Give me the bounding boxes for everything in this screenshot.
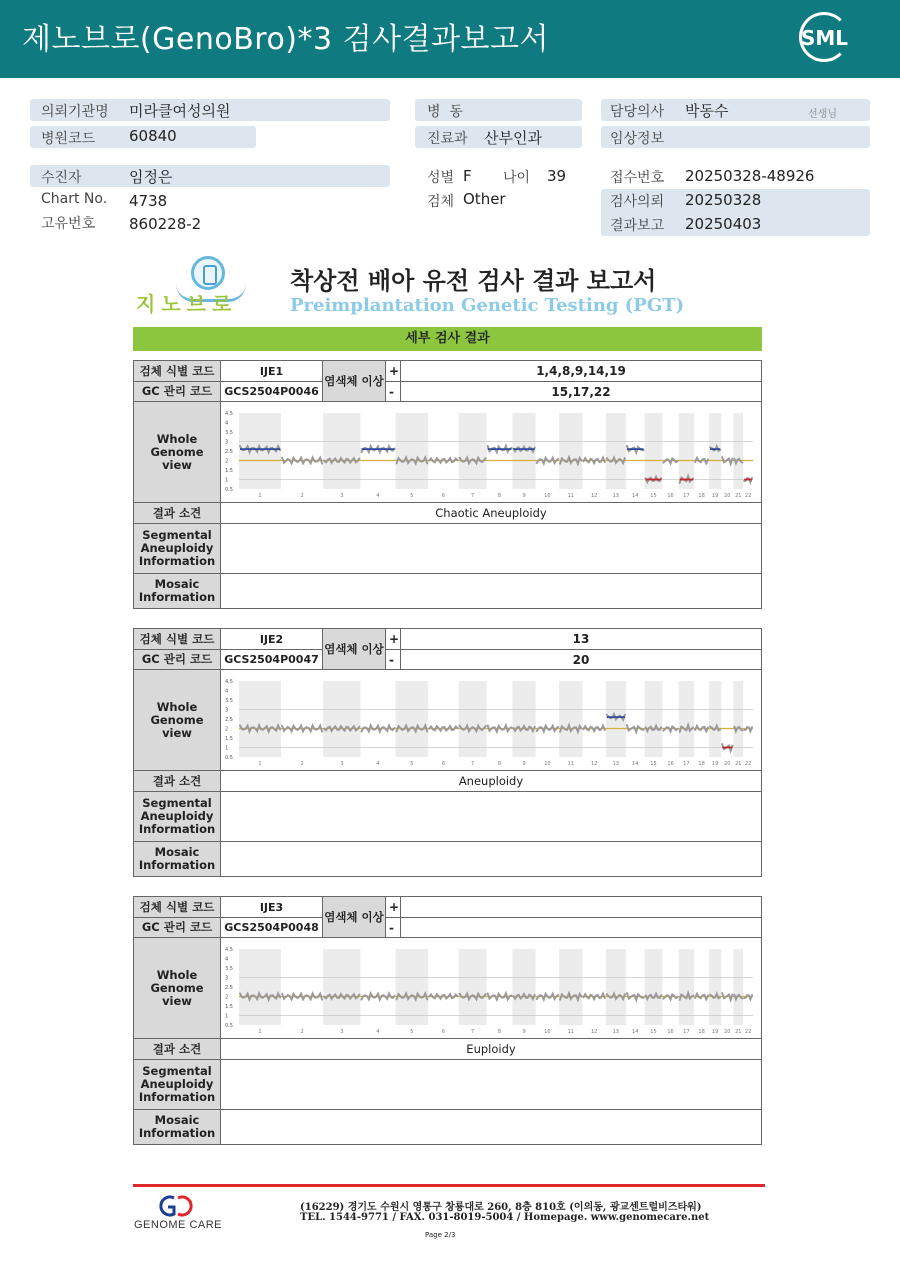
segmental-text: Segmental Aneuploidy Information	[138, 1064, 216, 1104]
mosaic-text: Mosaic Information	[138, 577, 216, 604]
result-finding-value: Aneuploidy	[221, 771, 762, 792]
chromosome-label: 9	[522, 1028, 526, 1035]
chromosome-label: 21	[735, 492, 742, 499]
chromosome-label: 4	[376, 492, 380, 499]
y-tick-label: 1	[225, 1013, 229, 1019]
chromosome-label: 6	[441, 760, 446, 767]
chromosome-label: 19	[711, 1028, 719, 1035]
whole-genome-text: Whole Genome view	[150, 967, 204, 1008]
sample-block	[133, 628, 762, 877]
unique-no-value: 860228-2	[129, 215, 202, 233]
whole-genome-text: Whole Genome view	[150, 699, 204, 740]
result-finding-value: Chaotic Aneuploidy	[221, 503, 762, 524]
clinical-label: 임상정보	[610, 131, 665, 147]
chromosome-label: 20	[724, 492, 731, 499]
chromosome-label: 7	[471, 760, 475, 767]
segmental-text: Segmental Aneuploidy Information	[138, 528, 216, 568]
chromosome-band	[559, 681, 582, 757]
whole-genome-label	[134, 938, 221, 1039]
gain-sign: +	[386, 361, 401, 382]
chromosome-label: 10	[544, 492, 551, 499]
segmental-text: Segmental Aneuploidy Information	[138, 796, 216, 836]
unique-no-label: 고유번호	[41, 216, 96, 232]
loss-chromosomes: 15,17,22	[401, 382, 762, 402]
genome-care-logo	[134, 1195, 224, 1235]
whole-genome-plot	[221, 671, 761, 770]
chromosome-label: 9	[522, 492, 526, 499]
segmental-value	[221, 792, 762, 842]
chromosome-band	[559, 413, 582, 489]
chromosome-band	[459, 413, 487, 489]
chromosome-label: 1	[258, 760, 262, 767]
report-date-label: 결과보고	[610, 218, 665, 234]
chromosome-label: 18	[698, 1028, 705, 1035]
whole-genome-text: Whole Genome view	[150, 431, 204, 472]
y-tick-label: 3.5	[225, 697, 233, 704]
chromosome-label: 22	[744, 492, 752, 499]
y-tick-label: 2	[225, 458, 229, 464]
chromosome-label: 2	[300, 1028, 304, 1035]
chromosome-label: 14	[632, 492, 639, 499]
y-tick-label: 4.5	[225, 410, 233, 417]
chromosome-band	[645, 413, 663, 489]
chromosome-label: 15	[650, 760, 657, 767]
chromosome-band	[709, 681, 721, 757]
sml-logo-text: SML	[801, 26, 849, 50]
age-label: 나이	[503, 170, 531, 186]
gain-chromosomes: 13	[401, 629, 762, 650]
chromosome-label: 4	[376, 760, 380, 767]
chromosome-label: 10	[544, 760, 551, 767]
sex-value: F	[463, 167, 472, 185]
y-tick-label: 2	[225, 726, 229, 732]
report-subtitle: Preimplantation Genetic Testing (PGT)	[290, 295, 685, 316]
chromosome-label: 13	[612, 760, 620, 767]
chromosome-label: 19	[711, 760, 719, 767]
chromosome-label: 12	[590, 1028, 598, 1035]
dept-label: 진료과	[427, 131, 468, 147]
result-finding-label: 결과 소견	[134, 503, 221, 524]
gc-code-value: GCS2504P0046	[221, 382, 323, 402]
y-tick-label: 1.5	[225, 735, 233, 742]
chromosome-label: 2	[300, 492, 304, 499]
chromosome-label: 8	[497, 760, 502, 767]
gc-code-label: GC 관리 코드	[134, 918, 221, 938]
chromosome-band	[733, 413, 743, 489]
gain-chromosomes	[401, 897, 762, 918]
chromosome-band	[606, 949, 626, 1025]
sample-table	[133, 628, 762, 877]
sample-table	[133, 896, 762, 1145]
result-finding-value: Euploidy	[221, 1039, 762, 1060]
whole-genome-plot-cell	[221, 670, 762, 771]
y-tick-label: 1.5	[225, 1003, 233, 1010]
segmental-label	[134, 792, 221, 842]
chromosome-label: 16	[667, 1028, 674, 1035]
chromosome-label: 14	[632, 760, 639, 767]
y-tick-label: 2.5	[225, 984, 233, 991]
chromosome-label: 12	[590, 492, 598, 499]
chromosome-label: 13	[612, 492, 620, 499]
genobro-logo	[136, 256, 246, 316]
loss-sign: -	[386, 382, 401, 402]
mosaic-value	[221, 1110, 762, 1145]
age-value: 39	[547, 167, 567, 185]
loss-chromosomes	[401, 918, 762, 938]
gc-code-label: GC 관리 코드	[134, 650, 221, 670]
chromosome-label: 21	[735, 760, 742, 767]
chromosome-label: 22	[744, 760, 752, 767]
request-value: 20250328	[685, 191, 762, 209]
chromosome-band	[679, 681, 694, 757]
chromosome-label: 6	[441, 1028, 446, 1035]
whole-genome-plot	[221, 403, 761, 502]
abnormality-label: 염색체 이상	[323, 897, 386, 938]
doctor-value: 박동수	[685, 102, 729, 120]
page-title: 제노브로(GenoBro)*3 검사결과보고서	[22, 22, 549, 57]
y-tick-label: 3	[225, 439, 229, 445]
whole-genome-plot	[221, 939, 761, 1038]
chromosome-label: 3	[340, 1028, 344, 1035]
chromosome-label: 11	[567, 492, 574, 499]
chromosome-label: 16	[667, 760, 674, 767]
specimen-label: 검체	[427, 194, 455, 210]
segmental-value	[221, 524, 762, 574]
chromosome-label: 21	[735, 1028, 742, 1035]
loss-sign: -	[386, 918, 401, 938]
chromosome-label: 17	[683, 1028, 690, 1035]
abnormality-label: 염색체 이상	[323, 629, 386, 670]
chromosome-band	[606, 413, 626, 489]
genobro-logo-text: 지노브로	[136, 292, 238, 316]
page-number: Page 2/3	[425, 1231, 456, 1239]
chromosome-label: 3	[340, 492, 344, 499]
segmental-label	[134, 1060, 221, 1110]
header-bar	[0, 0, 900, 78]
gc-code-label: GC 관리 코드	[134, 382, 221, 402]
y-tick-label: 1.5	[225, 467, 233, 474]
chromosome-label: 1	[258, 492, 262, 499]
chromosome-label: 5	[410, 492, 414, 499]
chromosome-label: 18	[698, 760, 705, 767]
sample-block	[133, 360, 762, 609]
chromosome-band	[239, 949, 281, 1025]
gain-sign: +	[386, 897, 401, 918]
chromosome-label: 13	[612, 1028, 620, 1035]
genome-care-name: GENOME CARE	[134, 1219, 223, 1231]
chromosome-label: 3	[340, 760, 344, 767]
mosaic-label	[134, 1110, 221, 1145]
specimen-value: Other	[463, 190, 506, 208]
chromosome-band	[239, 681, 281, 757]
mosaic-label	[134, 574, 221, 609]
sex-label: 성별	[427, 170, 455, 186]
ward-label: 병 동	[427, 104, 463, 120]
footer-divider	[133, 1184, 765, 1187]
request-label: 검사의뢰	[610, 194, 665, 210]
chromosome-label: 20	[724, 1028, 731, 1035]
y-tick-label: 3.5	[225, 429, 233, 436]
whole-genome-label	[134, 670, 221, 771]
segmental-value	[221, 1060, 762, 1110]
chromosome-band	[645, 681, 663, 757]
chromosome-label: 5	[410, 760, 414, 767]
chromosome-label: 8	[497, 1028, 502, 1035]
gain-sign: +	[386, 629, 401, 650]
abnormality-label: 염색체 이상	[323, 361, 386, 402]
chromosome-label: 2	[300, 760, 304, 767]
y-tick-label: 1	[225, 745, 229, 751]
institution-label: 의뢰기관명	[41, 104, 109, 120]
result-finding-label: 결과 소견	[134, 1039, 221, 1060]
mosaic-text: Mosaic Information	[138, 1113, 216, 1140]
chromosome-band	[396, 413, 429, 489]
hospital-code-value: 60840	[129, 127, 177, 145]
chromosome-band	[559, 949, 582, 1025]
chromosome-band	[645, 949, 663, 1025]
chromosome-label: 19	[711, 492, 719, 499]
loss-sign: -	[386, 650, 401, 670]
sample-id-label: 검체 식별 코드	[134, 897, 221, 918]
receipt-label: 접수번호	[610, 170, 665, 186]
patient-row	[30, 165, 390, 187]
chromosome-label: 9	[522, 760, 526, 767]
receipt-value: 20250328-48926	[685, 167, 815, 185]
chart-no-label: Chart No.	[41, 191, 108, 207]
footer-address: (16229) 경기도 수원시 영통구 창룡대로 260, 8층 810호 (이의동, 광교센트럴비즈타워)	[300, 1202, 702, 1213]
chromosome-band	[733, 949, 743, 1025]
y-tick-label: 4	[225, 420, 229, 426]
chromosome-label: 17	[683, 492, 690, 499]
y-tick-label: 3	[225, 707, 229, 713]
chromosome-label: 12	[590, 760, 598, 767]
loss-chromosomes: 20	[401, 650, 762, 670]
chromosome-band	[709, 949, 721, 1025]
chromosome-band	[323, 413, 360, 489]
chromosome-label: 17	[683, 760, 690, 767]
chromosome-band	[323, 949, 360, 1025]
chromosome-label: 4	[376, 1028, 380, 1035]
y-tick-label: 3.5	[225, 965, 233, 972]
y-tick-label: 0.5	[225, 754, 233, 761]
chromosome-label: 15	[650, 1028, 657, 1035]
hospital-code-label: 병원코드	[41, 131, 96, 147]
chromosome-band	[512, 681, 535, 757]
y-tick-label: 4.5	[225, 678, 233, 685]
y-tick-label: 2	[225, 994, 229, 1000]
chromosome-band	[323, 681, 360, 757]
mosaic-value	[221, 842, 762, 877]
doctor-label: 담당의사	[610, 104, 665, 120]
sample-id-label: 검체 식별 코드	[134, 629, 221, 650]
chromosome-band	[459, 949, 487, 1025]
report-date-value: 20250403	[685, 215, 762, 233]
y-tick-label: 2.5	[225, 448, 233, 455]
sample-id-value: IJE2	[221, 629, 323, 650]
chromosome-label: 1	[258, 1028, 262, 1035]
chromosome-label: 20	[724, 760, 731, 767]
y-tick-label: 3	[225, 975, 229, 981]
chromosome-label: 8	[497, 492, 502, 499]
mosaic-text: Mosaic Information	[138, 845, 216, 872]
doctor-suffix: 선생님	[808, 109, 837, 120]
chromosome-band	[459, 681, 487, 757]
whole-genome-label	[134, 402, 221, 503]
mosaic-value	[221, 574, 762, 609]
chromosome-label: 15	[650, 492, 657, 499]
chromosome-band	[396, 949, 429, 1025]
institution-value: 미라클여성의원	[129, 102, 231, 120]
chromosome-label: 11	[567, 1028, 574, 1035]
whole-genome-plot-cell	[221, 938, 762, 1039]
gc-code-value: GCS2504P0048	[221, 918, 323, 938]
y-tick-label: 0.5	[225, 486, 233, 493]
dept-value: 산부인과	[484, 129, 542, 147]
y-tick-label: 0.5	[225, 1022, 233, 1029]
chromosome-label: 7	[471, 492, 475, 499]
chromosome-band	[512, 949, 535, 1025]
chromosome-label: 5	[410, 1028, 414, 1035]
footer-contact: TEL. 1544-9771 / FAX. 031-8019-5004 / Homepage. www.genomecare.net	[300, 1212, 710, 1223]
sample-id-value: IJE3	[221, 897, 323, 918]
chromosome-label: 14	[632, 1028, 639, 1035]
patient-label: 수진자	[41, 170, 82, 186]
section-bar: 세부 검사 결과	[133, 327, 762, 351]
sample-table	[133, 360, 762, 609]
genome-care-mark-icon	[156, 1195, 196, 1217]
patient-value: 임정은	[129, 168, 173, 186]
segmental-label	[134, 524, 221, 574]
chromosome-label: 7	[471, 1028, 475, 1035]
sml-logo	[795, 12, 853, 66]
mosaic-label	[134, 842, 221, 877]
sample-id-value: IJE1	[221, 361, 323, 382]
chromosome-label: 18	[698, 492, 705, 499]
y-tick-label: 2.5	[225, 716, 233, 723]
gain-chromosomes: 1,4,8,9,14,19	[401, 361, 762, 382]
chart-no-value: 4738	[129, 192, 168, 210]
y-tick-label: 4.5	[225, 946, 233, 953]
chromosome-label: 6	[441, 492, 446, 499]
chromosome-label: 22	[744, 1028, 752, 1035]
chromosome-band	[679, 949, 694, 1025]
chromosome-band	[733, 681, 743, 757]
chromosome-label: 16	[667, 492, 674, 499]
y-tick-label: 4	[225, 956, 229, 962]
sample-id-label: 검체 식별 코드	[134, 361, 221, 382]
chromosome-band	[396, 681, 429, 757]
y-tick-label: 4	[225, 688, 229, 694]
gc-code-value: GCS2504P0047	[221, 650, 323, 670]
y-tick-label: 1	[225, 477, 229, 483]
report-title: 착상전 배아 유전 검사 결과 보고서	[290, 267, 657, 295]
chromosome-label: 10	[544, 1028, 551, 1035]
chromosome-label: 11	[567, 760, 574, 767]
whole-genome-plot-cell	[221, 402, 762, 503]
result-finding-label: 결과 소견	[134, 771, 221, 792]
sample-block	[133, 896, 762, 1145]
